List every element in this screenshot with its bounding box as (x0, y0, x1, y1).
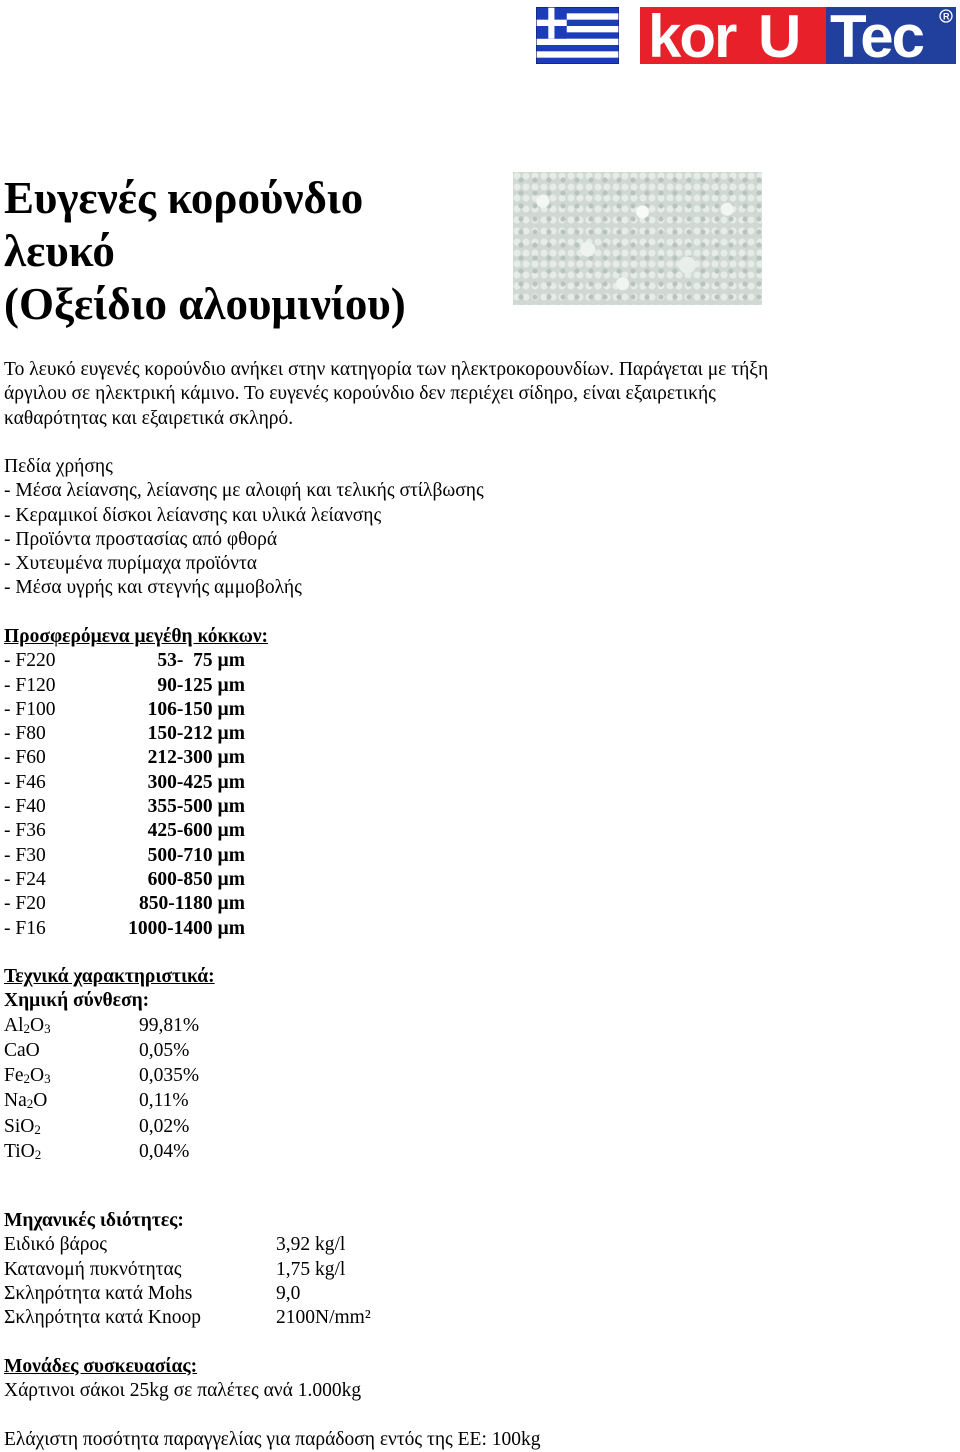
grain-code: - F80 (4, 723, 46, 745)
chem-formula: TiO$_2$ (4, 1141, 42, 1163)
grain-row (4, 892, 268, 916)
uses-item: - Μέσα υγρής και στεγνής αμμοβολής (4, 577, 302, 599)
grain-row (4, 674, 268, 698)
chem-formula: $Al_2O_3$ (4, 1014, 51, 1036)
uses-item: - Προϊόντα προστασίας από φθορά (4, 528, 278, 550)
grain-code: - F30 (4, 844, 46, 866)
grain-size: 53- 75 µm (157, 650, 245, 672)
mech-value: 2100N/mm² (276, 1307, 371, 1329)
title-line: (Οξείδιο αλουμινίου) (4, 279, 406, 329)
grain-size: 500-710 µm (147, 844, 245, 866)
mech-value: 1,75 kg/l (276, 1258, 346, 1280)
grain-size: 425-600 µm (147, 820, 245, 842)
uses-item: - Χυτευμένα πυρίμαχα προϊόντα (4, 553, 257, 575)
mech-property: Σκληρότητα κατά Knoop (4, 1307, 201, 1329)
grain-row (4, 819, 268, 843)
grain-row (4, 649, 268, 673)
grain-size: 300-425 µm (147, 771, 245, 793)
corundum-grain-photo (513, 172, 762, 305)
packaging-section (4, 1355, 361, 1404)
intro-line: καθαρότητας και εξαιρετικά σκληρό. (4, 407, 294, 429)
chem-value: 0,05% (139, 1039, 190, 1061)
intro-line: άργιλου σε ηλεκτρική κάμινο. Το ευγενές κορούνδιο δεν περιέχει σίδηρο, είναι εξαιρετικής (4, 383, 716, 405)
mechanical-section (4, 1209, 371, 1330)
mech-row (4, 1233, 371, 1257)
chem-row (4, 1014, 215, 1039)
svg-text:R: R (943, 11, 950, 22)
grain-code: - F24 (4, 868, 46, 890)
grain-code: - F40 (4, 796, 46, 818)
company-logo (536, 7, 956, 64)
technical-heading: Τεχνικά χαρακτηριστικά: (4, 966, 215, 987)
grain-code: - F46 (4, 771, 46, 793)
grain-row (4, 746, 268, 770)
grain-size: 850-1180 µm (138, 893, 245, 915)
svg-text:U: U (758, 7, 800, 64)
grain-size: 90-125 µm (157, 674, 245, 696)
chem-formula: SiO$_2$ (4, 1115, 41, 1137)
grain-code: - F60 (4, 747, 46, 769)
chem-row (4, 1039, 215, 1064)
grain-size: 106-150 µm (147, 698, 245, 720)
chem-row (4, 1140, 215, 1165)
grain-row (4, 698, 268, 722)
mech-row (4, 1282, 371, 1306)
chem-value: 0,035% (139, 1065, 200, 1087)
intro-line: Το λευκό ευγενές κορούνδιο ανήκει στην κατηγορία των ηλεκτροκορουνδίων. Παράγεται με τήξη (4, 359, 769, 380)
grain-row (4, 917, 268, 941)
title-line: Ευγενές κορούνδιο (4, 173, 364, 223)
grain-code: - F120 (4, 674, 56, 696)
mechanical-heading: Μηχανικές ιδιότητες: (4, 1210, 184, 1231)
grain-size: 1000-1400 µm (128, 917, 245, 939)
grain-row (4, 868, 268, 892)
mech-row (4, 1306, 371, 1330)
title-line: λευκό (4, 226, 115, 276)
page-title (4, 172, 406, 331)
chem-formula: $Fe_2O_3$ (4, 1065, 51, 1087)
chem-row (4, 1089, 215, 1114)
chem-value: 0,02% (139, 1115, 190, 1137)
min-order-text: Ελάχιστη ποσότητα παραγγελίας για παράδοση εντός της ΕΕ: 100kg (4, 1429, 541, 1450)
grain-size: 600-850 µm (147, 868, 245, 890)
packaging-text: Χάρτινοι σάκοι 25kg σε παλέτες ανά 1.000kg (4, 1380, 362, 1402)
mech-property: Κατανομή πυκνότητας (4, 1258, 182, 1280)
mech-value: 3,92 kg/l (276, 1234, 346, 1256)
uses-section (4, 455, 484, 601)
grain-sizes-heading: Προσφερόμενα μεγέθη κόκκων: (4, 626, 269, 647)
svg-text:kor: kor (648, 7, 736, 64)
uses-item: - Κεραμικοί δίσκοι λείανσης και υλικά λείανσης (4, 504, 382, 526)
technical-section (4, 965, 215, 1165)
chem-row (4, 1115, 215, 1140)
grain-code: - F100 (4, 698, 56, 720)
mech-property: Ειδικό βάρος (4, 1234, 107, 1256)
chem-value: 0,04% (139, 1141, 190, 1163)
intro-paragraph (4, 358, 768, 431)
grain-sizes-section (4, 625, 268, 941)
grain-size: 150-212 µm (147, 723, 245, 745)
mech-value: 9,0 (276, 1282, 301, 1304)
grain-size: 355-500 µm (147, 796, 245, 818)
grain-code: - F36 (4, 820, 46, 842)
mech-row (4, 1258, 371, 1282)
grain-size: 212-300 µm (147, 747, 245, 769)
grain-row (4, 722, 268, 746)
grain-code: - F220 (4, 650, 56, 672)
chemistry-heading: Χημική σύνθεση: (4, 990, 150, 1012)
greek-flag-icon (536, 7, 619, 64)
mech-property: Σκληρότητα κατά Mohs (4, 1282, 193, 1304)
chem-formula: $Na_2O$ (4, 1090, 48, 1112)
grain-code: - F16 (4, 917, 46, 939)
chem-value: 99,81% (139, 1014, 200, 1036)
grain-row (4, 844, 268, 868)
korutec-logo-icon (640, 7, 956, 64)
chem-formula: CaO (4, 1039, 40, 1061)
uses-heading: Πεδία χρήσης (4, 456, 113, 477)
chem-value: 0,11% (139, 1090, 189, 1112)
grain-row (4, 771, 268, 795)
grain-code: - F20 (4, 893, 46, 915)
svg-text:Tec: Tec (830, 7, 923, 64)
packaging-heading: Μονάδες συσκευασίας: (4, 1356, 198, 1377)
uses-item: - Μέσα λείανσης, λείανσης με αλοιφή και τελικής στίλβωσης (4, 480, 484, 502)
grain-row (4, 795, 268, 819)
chem-row (4, 1064, 215, 1089)
